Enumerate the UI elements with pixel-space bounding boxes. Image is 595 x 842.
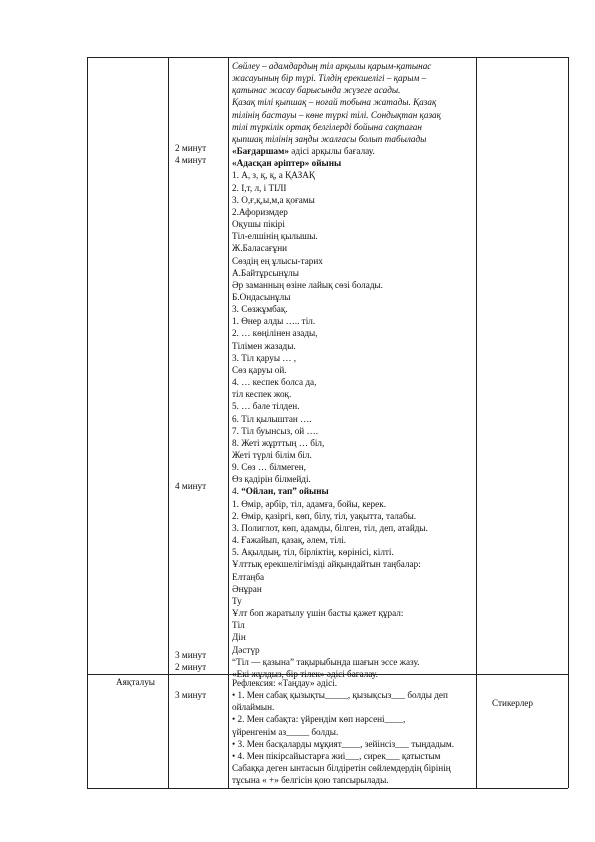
intro-line: қыпшақ тілінің заңды жалғасы болып табылады [232,133,427,144]
time-2-min: 2 минут [175,143,207,153]
content-line: Сөз қаруы ой. [232,364,287,375]
time-3-min-b: 3 минут [175,690,207,700]
content-line: Ұлттық ерекшелігімізді айқындайтын таңбалар: [232,559,421,570]
content-line: 1. Өнер алды ….. тіл. [232,316,316,327]
reflection-line: • 3. Мен басқаларды мұқият____, зейінсіз___ тыңдадым. [232,738,455,749]
reflection-line: Сабаққа деген ынтасын білдіретін сөйлемдердің бірінің [232,763,451,774]
content-line: Б.Ондасынұлы [232,291,291,302]
content-line: 5. … бәле тілден. [232,401,300,412]
content-line: 3. Тіл қаруы … , [232,352,297,363]
time-2-min-b: 2 минут [175,662,207,672]
resource-stickers: Стикерлер [492,698,533,708]
content-line: 5. Ақылдың, тіл, бірліктің, көрінісі, кілті. [232,547,394,558]
content-line: Тіл [232,620,245,631]
content-line: 2. Өмір, қазіргі, көп, білу, тіл, уақытта, талабы. [232,510,417,521]
content-line: 8. Жеті жұрттың … біл, [232,437,325,448]
stage-label-conclusion: Аяқталуы [116,677,155,687]
intro-line: жасауының бір түрі. Тілдің ерекшелігі – қарым – [232,73,427,84]
method-name: «Бағдаршам» [232,146,289,157]
content-line: 4. Ғажайып, қазақ, әлем, тілі. [232,535,347,546]
content-line: 3. Полиглот, көп, адамды, білген, тіл, деп, атайды. [232,522,428,533]
content-line: 3. Сөзжұмбақ. [232,304,288,315]
content-line: “Тіл — қазына” тақырыбында шағын эссе жазу. [232,656,420,667]
content-line: 2. … көңілінен азады, [232,328,318,339]
time-4-min-b: 4 минут [175,481,207,491]
reflection-line: • 2. Мен сабақта: үйрендім көп нәрсені____, [232,714,406,725]
content-line: Әр заманның өзіне лайық сөзі болады. [232,279,383,290]
content-line: 7. Тіл буынсыз, ой …. [232,425,319,436]
reflection-line: Рефлексия: «Таңдау» әдісі. [232,678,338,688]
content-line: 4. … кеспек болса да, [232,377,317,388]
table-border-bottom [87,788,568,789]
content-line: Ту [232,595,242,606]
reflection-line: үйренгенім аз_____ болды. [232,726,339,737]
game-name: “Ойлан, тап” ойыны [241,486,329,497]
reflection-line: тұсына « +» белгісін қою тапсырылады. [232,775,389,786]
table-border-left [87,57,88,788]
content-line: «Екі жұлдыз, бір тілек» әдісі бағалау. [232,668,378,679]
intro-line: Сөйлеу – адамдардың тіл арқылы қарым-қатынас [232,61,432,71]
content-line: Әнұран [232,583,262,594]
table-border-col1 [168,57,169,788]
content-line: 6. Тіл қылыштан …. [232,413,312,424]
content-line: 2.Афоризмдер [232,206,288,217]
table-border-right [568,57,569,788]
reflection-line: • 1. Мен сабақ қызықты_____, қызықсыз___ болды деп [232,690,448,701]
content-line: 4. “Ойлан, тап” ойыны [232,486,329,497]
intro-line: тілі түркілік ортақ белгілерді бойына сақтаған [232,121,422,132]
content-line: А.Байтұрсынұлы [232,267,299,278]
lesson-content [232,60,472,680]
content-line: «Бағдаршам» әдісі арқылы бағалау. [232,146,375,157]
time-4-min: 4 минут [175,155,207,165]
content-line: 3. О,ғ,қ,ы,м,а қоғамы [232,194,315,205]
content-line: Дәстүр [232,644,260,655]
content-line: «Адасқан әріптер» ойыны [232,158,342,169]
content-line: тіл кеспек жоқ. [232,389,292,400]
reflection-line: • 4. Мен пікірсайыстарға жиі___, сирек___ қатыстым [232,750,441,761]
content-line: 1. А, з, қ, қ, а ҚАЗАҚ [232,170,316,181]
content-line: Ж.Баласағұни [232,243,288,254]
content-line: Оқушы пікірі [232,219,285,230]
intro-line: тілінің бастауы – көне түркі тілі. Сондықтан қазақ [232,109,441,120]
reflection-block [232,677,472,786]
content-line: Жеті түрлі білім біл. [232,450,312,460]
content-line: 2. І,т, л, і ТІЛІ [232,182,287,193]
table-border-col2 [228,57,229,788]
table-border-col3 [476,57,477,788]
content-line: Ұлт боп жаратылу үшін басты қажет құрал: [232,608,404,619]
content-line: 1. Өмір, әрбір, тіл, адамға, бойы, керек. [232,498,386,509]
intro-line: Қазақ тілі қыпшақ – ноғай тобына жатады. Қазақ [232,97,437,108]
reflection-line: ойлаймын. [232,702,275,713]
content-line: Тіл-елшінің қылышы. [232,231,318,242]
content-line: 9. Сөз … білмеген, [232,462,306,473]
table-border-top [87,57,568,58]
content-line: Дін [232,632,246,643]
content-line: Тілімен жазады. [232,340,296,351]
intro-line: қатынас жасау барысында жүзеге асады. [232,85,401,96]
time-3-min: 3 минут [175,650,207,660]
content-line: Елтаңба [232,571,265,582]
content-line: Өз қадірін білмейді. [232,474,311,485]
content-lines [232,145,472,680]
content-line: Сөздің ең ұлысы-тарих [232,255,323,266]
